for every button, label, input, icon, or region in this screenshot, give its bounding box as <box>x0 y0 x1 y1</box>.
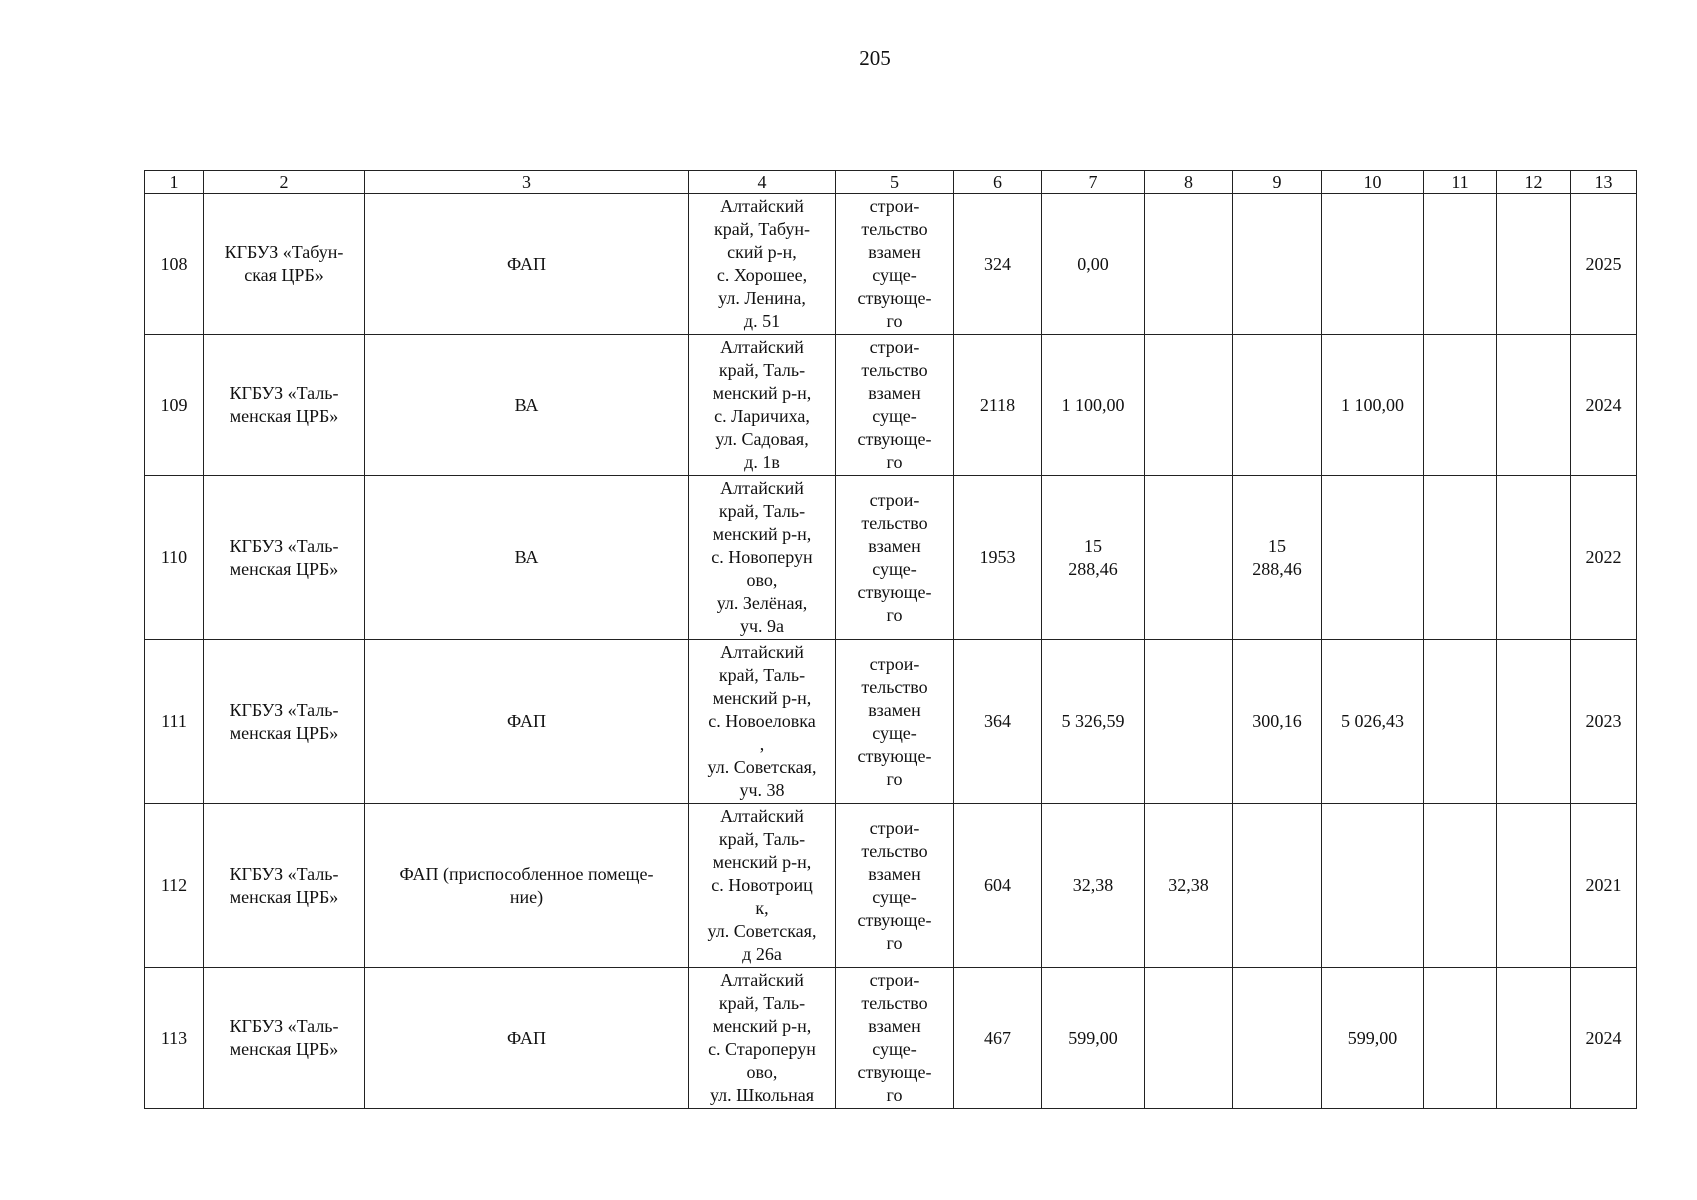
cell-line: взамен <box>868 383 921 403</box>
cell-line: ствующе- <box>857 1062 932 1082</box>
cell-line: Алтайский <box>720 806 804 826</box>
cell-area: 1953 <box>954 476 1042 640</box>
cell-institution <box>204 968 365 1109</box>
cell-2021 <box>1145 476 1233 640</box>
cell-2022 <box>1233 335 1322 476</box>
cell-line: строи- <box>869 970 920 990</box>
cell-line: ул. Советская, <box>707 757 817 777</box>
cell-year: 2022 <box>1571 476 1637 640</box>
cell-2021 <box>1145 194 1233 335</box>
cell-2022 <box>1233 968 1322 1109</box>
cell-institution <box>204 335 365 476</box>
cell-line: взамен <box>868 699 921 720</box>
cell-total-cost <box>1042 968 1145 1109</box>
cell-2021 <box>1145 968 1233 1109</box>
cell-line: менский р-н, <box>712 524 812 544</box>
cell-work-type <box>836 968 954 1109</box>
cell-line: ская ЦРБ» <box>244 265 324 285</box>
cell-total-cost <box>1042 194 1145 335</box>
table-row <box>145 335 1637 476</box>
cell-line: менский р-н, <box>712 852 812 872</box>
cell-year: 2024 <box>1571 968 1637 1109</box>
cell-line: суще- <box>872 1039 917 1059</box>
cell-line: Алтайский <box>720 970 804 990</box>
cell-address <box>689 194 836 335</box>
cell-line: ул. Зелёная, <box>716 593 808 613</box>
cell-line: суще- <box>872 406 917 426</box>
cell-work-type <box>836 335 954 476</box>
cell-col12 <box>1497 476 1571 640</box>
data-table <box>144 170 1637 1109</box>
cell-line: КГБУЗ «Таль- <box>229 863 339 884</box>
cell-line: ВА <box>514 547 539 567</box>
cell-line: ул. Школьная <box>709 1085 815 1105</box>
cell-line: менская ЦРБ» <box>229 406 339 426</box>
cell-number: 108 <box>145 194 204 335</box>
cell-line: ствующе- <box>857 429 932 449</box>
cell-2023: 1 100,00 <box>1322 335 1424 476</box>
cell-line: к, <box>755 898 769 918</box>
cell-line: строи- <box>869 196 920 216</box>
cell-col11 <box>1424 640 1497 804</box>
cell-line: Алтайский <box>720 642 804 662</box>
cell-line: го <box>886 932 903 953</box>
cell-line: ФАП <box>506 1027 547 1048</box>
cell-area: 324 <box>954 194 1042 335</box>
cell-year: 2023 <box>1571 640 1637 804</box>
cell-line: Алтайский <box>720 478 804 498</box>
cell-line: го <box>886 311 903 331</box>
cell-line: д 26а <box>742 944 782 964</box>
cell-line: менский р-н, <box>712 383 812 403</box>
cell-line: го <box>886 604 903 625</box>
cell-line: взамен <box>868 1016 921 1036</box>
page-number: 205 <box>859 46 891 70</box>
cell-line: КГБУЗ «Таль- <box>229 699 339 720</box>
cell-year: 2021 <box>1571 804 1637 968</box>
cell-line: тельство <box>861 840 928 861</box>
cell-line: Алтайский <box>720 196 804 216</box>
cell-object-type <box>365 194 689 335</box>
cell-line: тельство <box>861 219 928 239</box>
cell-line: с. Староперун <box>708 1039 816 1059</box>
cell-object-type <box>365 335 689 476</box>
cell-line: ул. Ленина, <box>718 288 806 308</box>
cell-line: д. 1в <box>744 452 780 472</box>
cell-2023 <box>1322 804 1424 968</box>
cell-line: 0,00 <box>1077 253 1109 274</box>
header-cell: 5 <box>836 171 954 194</box>
cell-line: ствующе- <box>857 909 932 930</box>
table-row <box>145 194 1637 335</box>
cell-line: ул. Садовая, <box>715 429 809 449</box>
header-cell: 11 <box>1424 171 1497 194</box>
cell-line: КГБУЗ «Таль- <box>229 383 339 403</box>
cell-line: с. Новотроиц <box>711 875 813 895</box>
cell-number: 112 <box>145 804 204 968</box>
table-row <box>145 476 1637 640</box>
cell-address <box>689 804 836 968</box>
cell-line: взамен <box>868 863 921 884</box>
table-row <box>145 640 1637 804</box>
cell-line: строи- <box>869 489 920 510</box>
header-cell: 2 <box>204 171 365 194</box>
cell-2022 <box>1233 640 1322 804</box>
cell-line: КГБУЗ «Таль- <box>229 535 339 556</box>
cell-2022 <box>1233 804 1322 968</box>
cell-line: менская ЦРБ» <box>229 886 339 907</box>
cell-line: край, Таль- <box>718 665 806 685</box>
cell-total-cost <box>1042 804 1145 968</box>
header-cell: 4 <box>689 171 836 194</box>
cell-2023: 599,00 <box>1322 968 1424 1109</box>
cell-line: ФАП <box>506 253 547 274</box>
cell-line: КГБУЗ «Таль- <box>229 1016 339 1036</box>
cell-work-type <box>836 804 954 968</box>
cell-line: ствующе- <box>857 745 932 766</box>
cell-col11 <box>1424 804 1497 968</box>
cell-line: суще- <box>872 558 917 579</box>
cell-2021 <box>1145 335 1233 476</box>
cell-col12 <box>1497 194 1571 335</box>
cell-address <box>689 476 836 640</box>
cell-line: ФАП (приспособленное помеще- <box>399 863 654 884</box>
cell-line: менский р-н, <box>712 1016 812 1036</box>
cell-line: менская ЦРБ» <box>229 558 339 579</box>
header-cell: 3 <box>365 171 689 194</box>
cell-line: край, Таль- <box>718 993 806 1013</box>
cell-line: менская ЦРБ» <box>229 1039 339 1059</box>
header-cell: 9 <box>1233 171 1322 194</box>
cell-line: 15 <box>1084 535 1102 556</box>
cell-line: 300,16 <box>1252 711 1302 731</box>
cell-address <box>689 335 836 476</box>
cell-line: ствующе- <box>857 288 932 308</box>
header-cell: 7 <box>1042 171 1145 194</box>
cell-area: 467 <box>954 968 1042 1109</box>
cell-line: 32,38 <box>1072 875 1114 895</box>
cell-line: край, Таль- <box>718 360 806 380</box>
cell-line: , <box>759 734 765 754</box>
cell-line: уч. 9а <box>739 616 785 636</box>
table-row <box>145 968 1637 1109</box>
cell-col12 <box>1497 804 1571 968</box>
cell-area: 364 <box>954 640 1042 804</box>
header-cell: 12 <box>1497 171 1571 194</box>
cell-year: 2025 <box>1571 194 1637 335</box>
cell-line: ул. Советская, <box>707 921 817 941</box>
cell-work-type <box>836 476 954 640</box>
cell-line: тельство <box>861 512 928 533</box>
cell-line: суще- <box>872 265 917 285</box>
cell-address <box>689 968 836 1109</box>
cell-line: с. Новоеловка <box>708 711 816 731</box>
cell-line: тельство <box>861 360 928 380</box>
cell-object-type <box>365 640 689 804</box>
cell-2021 <box>1145 640 1233 804</box>
header-cell: 8 <box>1145 171 1233 194</box>
cell-total-cost <box>1042 335 1145 476</box>
cell-line: ово, <box>746 570 778 590</box>
cell-line: тельство <box>861 993 928 1013</box>
header-cell: 1 <box>145 171 204 194</box>
cell-line: с. Новоперун <box>711 547 813 567</box>
cell-object-type <box>365 476 689 640</box>
cell-line: с. Ларичиха, <box>714 406 810 426</box>
cell-line: тельство <box>861 676 928 697</box>
cell-col11 <box>1424 194 1497 335</box>
cell-line: го <box>886 768 903 789</box>
cell-institution <box>204 194 365 335</box>
cell-object-type <box>365 968 689 1109</box>
cell-line: ский р-н, <box>727 242 797 262</box>
cell-line: го <box>886 452 903 472</box>
cell-col11 <box>1424 476 1497 640</box>
cell-area: 2118 <box>954 335 1042 476</box>
cell-col11 <box>1424 968 1497 1109</box>
cell-2022 <box>1233 476 1322 640</box>
cell-line: ВА <box>514 394 539 415</box>
cell-work-type <box>836 640 954 804</box>
cell-line: суще- <box>872 722 917 743</box>
cell-number: 113 <box>145 968 204 1109</box>
cell-line: 5 326,59 <box>1061 711 1125 731</box>
header-cell: 10 <box>1322 171 1424 194</box>
header-cell: 13 <box>1571 171 1637 194</box>
cell-area: 604 <box>954 804 1042 968</box>
cell-line: менский р-н, <box>712 688 812 708</box>
cell-line: строи- <box>869 817 920 838</box>
cell-2022 <box>1233 194 1322 335</box>
cell-address <box>689 640 836 804</box>
cell-number: 109 <box>145 335 204 476</box>
cell-line: строи- <box>869 653 920 674</box>
cell-total-cost <box>1042 476 1145 640</box>
cell-line: 288,46 <box>1068 558 1118 579</box>
cell-line: уч. 38 <box>739 780 785 800</box>
cell-line: менская ЦРБ» <box>229 722 339 743</box>
cell-line: 288,46 <box>1252 558 1302 579</box>
cell-line: 15 <box>1268 535 1286 556</box>
cell-line: взамен <box>868 242 921 262</box>
cell-year: 2024 <box>1571 335 1637 476</box>
cell-line: Алтайский <box>720 337 804 357</box>
cell-line: край, Таль- <box>718 829 806 849</box>
cell-col12 <box>1497 968 1571 1109</box>
header-row <box>145 171 1637 194</box>
cell-col12 <box>1497 335 1571 476</box>
cell-2023: 5 026,43 <box>1322 640 1424 804</box>
cell-2021: 32,38 <box>1145 804 1233 968</box>
cell-institution <box>204 640 365 804</box>
cell-line: 599,00 <box>1068 1027 1118 1048</box>
cell-line: ние) <box>509 886 544 907</box>
table-row <box>145 804 1637 968</box>
cell-line: ово, <box>746 1062 778 1082</box>
cell-line: строи- <box>869 337 920 357</box>
cell-line: край, Таль- <box>718 501 806 521</box>
cell-line: край, Табун- <box>713 219 810 239</box>
cell-line: КГБУЗ «Табун- <box>224 242 344 262</box>
cell-line: суще- <box>872 886 917 907</box>
cell-number: 110 <box>145 476 204 640</box>
cell-institution <box>204 804 365 968</box>
cell-line: го <box>886 1085 903 1105</box>
cell-2023 <box>1322 476 1424 640</box>
cell-line: 1 100,00 <box>1061 394 1125 415</box>
cell-work-type <box>836 194 954 335</box>
cell-total-cost <box>1042 640 1145 804</box>
cell-line: ФАП <box>506 711 547 731</box>
cell-number: 111 <box>145 640 204 804</box>
header-cell: 6 <box>954 171 1042 194</box>
cell-col11 <box>1424 335 1497 476</box>
cell-institution <box>204 476 365 640</box>
cell-line: ствующе- <box>857 581 932 602</box>
cell-col12 <box>1497 640 1571 804</box>
cell-object-type <box>365 804 689 968</box>
cell-line: с. Хорошее, <box>716 265 808 285</box>
cell-2023 <box>1322 194 1424 335</box>
cell-line: взамен <box>868 535 921 556</box>
cell-line: д. 51 <box>743 311 781 331</box>
